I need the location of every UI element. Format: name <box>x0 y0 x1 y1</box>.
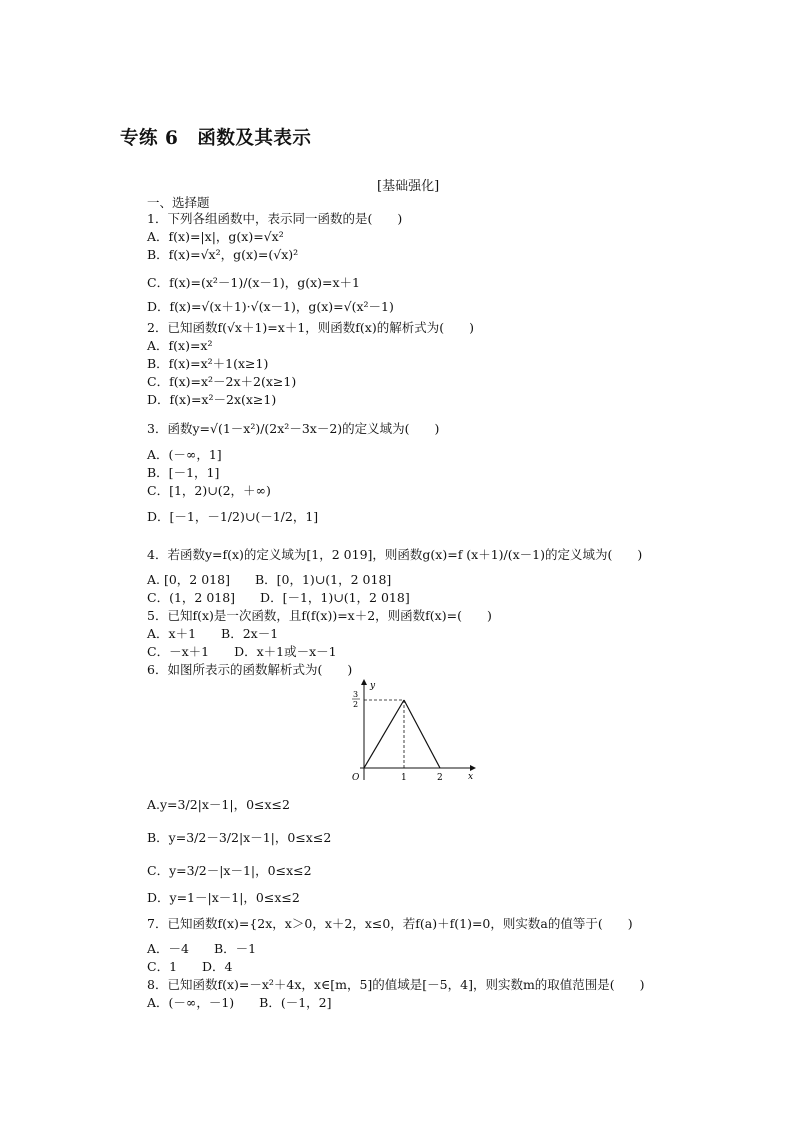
option-3a: A．(－∞，1] <box>147 447 222 462</box>
options-8ab: A．(－∞，－1) B．(－1，2] <box>147 995 332 1010</box>
option-2b: B．f(x)=x²＋1(x≥1) <box>147 356 269 371</box>
y-peak-numerator: 3 <box>353 690 359 699</box>
options-5cd: C．－x＋1 D．x＋1或－x－1 <box>147 644 337 659</box>
y-peak-denominator: 2 <box>353 700 359 709</box>
option-1d: D．f(x)=√(x＋1)·√(x－1)，g(x)=√(x²－1) <box>147 299 394 314</box>
option-6a: A.y=3/2|x－1|，0≤x≤2 <box>147 797 290 812</box>
option-2a: A．f(x)=x² <box>147 338 213 353</box>
options-7ab: A．－4 B．－1 <box>147 941 257 956</box>
question-1: 1．下列各组函数中，表示同一函数的是( ) <box>147 211 403 226</box>
options-4ab: A. [0，2 018] B．[0，1)∪(1，2 018] <box>147 572 392 587</box>
question-7: 7．已知函数f(x)={2x，x＞0，x＋2，x≤0，若f(a)＋f(1)=0，则实数a的值等于( ) <box>147 916 633 931</box>
origin-label: O <box>352 773 360 783</box>
option-6c: C．y=3/2－|x－1|，0≤x≤2 <box>147 863 312 878</box>
options-4cd: C．(1，2 018] D．[－1，1)∪(1，2 018] <box>147 590 410 605</box>
x-tick-1: 1 <box>401 773 407 783</box>
question-4: 4．若函数y=f(x)的定义域为[1，2 019]，则函数g(x)=f (x＋1)/(x－1)的定义域为( ) <box>147 547 643 562</box>
option-1c: C．f(x)=(x²－1)/(x－1)，g(x)=x＋1 <box>147 275 360 290</box>
options-5ab: A．x＋1 B．2x－1 <box>147 626 279 641</box>
y-axis-label: y <box>370 681 376 691</box>
question-6: 6．如图所表示的函数解析式为( ) <box>147 662 353 677</box>
option-1a: A．f(x)=|x|，g(x)=√x² <box>147 229 284 244</box>
question-3: 3．函数y=√(1－x²)/(2x²－3x－2)的定义域为( ) <box>147 421 440 436</box>
x-tick-2: 2 <box>437 773 443 783</box>
x-axis-label: x <box>468 772 474 782</box>
question-5: 5．已知f(x)是一次函数，且f(f(x))=x＋2，则函数f(x)=( ) <box>147 608 492 623</box>
graph-fall <box>404 700 440 768</box>
section-label: [基础强化] <box>377 179 440 194</box>
option-3b: B．[－1，1] <box>147 465 220 480</box>
option-1b: B．f(x)=√x²，g(x)=(√x)² <box>147 247 299 262</box>
function-graph <box>340 676 480 788</box>
page-title: 专练 6 函数及其表示 <box>120 128 312 149</box>
option-3c: C．[1，2)∪(2，＋∞) <box>147 483 271 498</box>
question-2: 2．已知函数f(√x＋1)=x＋1，则函数f(x)的解析式为( ) <box>147 320 474 335</box>
option-6d: D．y=1－|x－1|，0≤x≤2 <box>147 890 300 905</box>
option-3d: D．[－1，－1/2)∪(－1/2，1] <box>147 509 319 524</box>
option-6b: B．y=3/2－3/2|x－1|，0≤x≤2 <box>147 830 332 845</box>
options-7cd: C．1 D．4 <box>147 959 233 974</box>
graph-rise <box>364 700 404 768</box>
section-heading: 一、选择题 <box>147 195 210 210</box>
option-2d: D．f(x)=x²－2x(x≥1) <box>147 392 277 407</box>
question-8: 8．已知函数f(x)=－x²＋4x，x∈[m，5]的值域是[－5，4]，则实数m的取值范围是( ) <box>147 977 645 992</box>
option-2c: C．f(x)=x²－2x＋2(x≥1) <box>147 374 297 389</box>
